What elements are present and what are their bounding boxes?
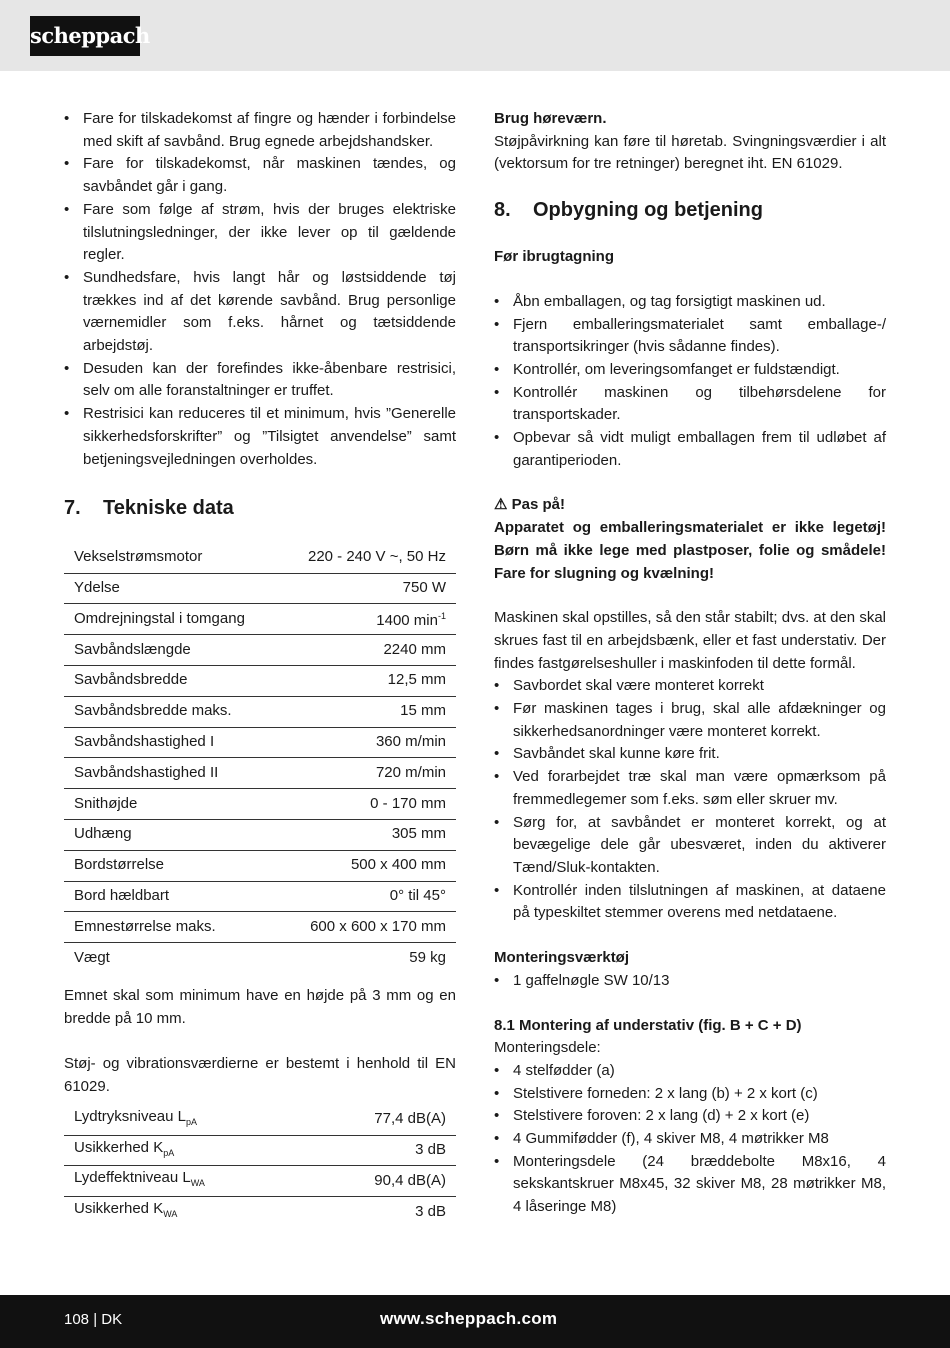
table-value: 1400 $\min^{-1}$ bbox=[278, 604, 456, 635]
page-footer bbox=[0, 1295, 950, 1348]
table-label: Savbåndsbredde bbox=[64, 665, 278, 696]
right-column bbox=[494, 108, 886, 1219]
tools-list bbox=[494, 970, 886, 993]
table-value: 220 - 240 V ~, 50 Hz bbox=[278, 542, 456, 573]
setup-list bbox=[494, 675, 886, 925]
list-item: • Desuden kan der forefindes ikke-åbenbare restrisici, selv om alle foranstaltninger er truffet. bbox=[64, 358, 456, 403]
before-use-title: Før ibrugtagning bbox=[494, 248, 614, 266]
section-7-heading bbox=[64, 496, 456, 520]
table-value: 720 m/min bbox=[278, 758, 456, 789]
table-row bbox=[64, 665, 456, 696]
noise-data-table bbox=[64, 1104, 456, 1227]
before-use-list bbox=[494, 291, 886, 473]
table-row bbox=[64, 1166, 456, 1197]
table-row bbox=[64, 881, 456, 912]
section-number: 8. bbox=[494, 199, 511, 222]
list-item: • Stelstivere foroven: 2 x lang (d) + 2 x kort (e) bbox=[494, 1105, 886, 1128]
table-label: Usikkerhed $K_{WA}$ bbox=[74, 1200, 178, 1220]
ear-protection-title: Brug høreværn. bbox=[494, 110, 607, 127]
list-item: • Savbåndet skal kunne køre frit. bbox=[494, 743, 886, 766]
mounting-subtitle: Monteringsdele: bbox=[494, 1039, 601, 1057]
table-value: 360 m/min bbox=[278, 727, 456, 758]
table-label: Savbåndshastighed II bbox=[64, 758, 278, 789]
list-item: • Fare for tilskadekomst af fingre og hænder i forbindelse med skift af savbånd. Brug egnede arbejdshandsker. bbox=[64, 108, 456, 153]
table-value: 12,5 mm bbox=[278, 665, 456, 696]
list-item: • Før maskinen tages i brug, skal alle afdækninger og sikkerhedsanordninger være monteret korrekt. bbox=[494, 698, 886, 743]
table-value: 0 - 170 mm bbox=[278, 789, 456, 820]
table-label: Snithøjde bbox=[64, 789, 278, 820]
list-item: • 4 stelfødder (a) bbox=[494, 1060, 886, 1083]
list-item: • Åbn emballagen, og tag forsigtigt maskinen ud. bbox=[494, 291, 886, 314]
residual-risk-list bbox=[64, 108, 456, 471]
list-item: • 1 gaffelnøgle SW 10/13 bbox=[494, 970, 886, 993]
table-label: Omdrejningstal i tomgang bbox=[64, 604, 278, 635]
warning-heading bbox=[494, 494, 886, 517]
mounting-title: 8.1 Montering af understativ (fig. B + C + D) bbox=[494, 1016, 802, 1034]
warning-triangle-icon: ⚠ bbox=[494, 496, 508, 514]
list-item: • Savbordet skal være monteret korrekt bbox=[494, 675, 886, 698]
website-url: www.scheppach.com bbox=[380, 1309, 558, 1328]
table-label: Lydeffektniveau $L_{WA}$ bbox=[64, 1166, 308, 1197]
list-item: • Sørg for, at savbåndet er monteret korrekt, og at bevægelige dele går ubesværet, inden du aktiverer Tænd/Sluk-kontakten. bbox=[494, 812, 886, 880]
warning-text: Apparatet og emballeringsmaterialet er ikke legetøj! Børn må ikke lege med plastposer, folie og smådele! Fare for slugning og kvælning! bbox=[494, 519, 886, 582]
table-row bbox=[64, 1104, 456, 1135]
table-value: 15 mm bbox=[278, 696, 456, 727]
table-label: Savbåndsbredde maks. bbox=[64, 696, 278, 727]
table-row bbox=[64, 1135, 456, 1166]
table-row bbox=[64, 758, 456, 789]
table-label: Bordstørrelse bbox=[64, 850, 278, 881]
tech-data-table bbox=[64, 542, 456, 973]
table-row bbox=[64, 819, 456, 850]
table-row bbox=[64, 789, 456, 820]
section-8-heading bbox=[494, 198, 886, 222]
list-item: • Restrisici kan reduceres til et minimum, hvis ”Generelle sikkerhedsforskrifter” og ”Tilsigtet anvendelse” samt betjeningsvejledningen overholdes. bbox=[64, 403, 456, 471]
table-row bbox=[64, 1197, 456, 1228]
table-value: 600 x 600 x 170 mm bbox=[278, 912, 456, 943]
table-label: Usikkerhed $K_{pA}$ bbox=[64, 1135, 308, 1166]
table-row bbox=[64, 635, 456, 666]
list-item: • 4 Gummifødder (f), 4 skiver M8, 4 møtrikker M8 bbox=[494, 1128, 886, 1151]
section-title: Tekniske data bbox=[103, 497, 234, 520]
section-number: 7. bbox=[64, 497, 81, 520]
list-item: • Kontrollér inden tilslutningen af maskinen, at dataene på typeskiltet stemmer overens med netdataene. bbox=[494, 880, 886, 925]
table-value: 59 kg bbox=[409, 948, 446, 966]
table-label: Bord hældbart bbox=[64, 881, 278, 912]
table-value: 3 dB bbox=[308, 1135, 456, 1166]
setup-paragraph: Maskinen skal opstilles, så den står stabilt; dvs. at den skal skrues fast til en arbejdsbænk, eller et fast understativ. Der findes fastgørelseshuller i maskinfoden til dette formål. bbox=[494, 609, 886, 672]
list-item: • Fjern emballeringsmaterialet samt emballage-/ transportsikringer (hvis sådanne findes). bbox=[494, 314, 886, 359]
table-row bbox=[64, 850, 456, 881]
list-item: • Fare som følge af strøm, hvis der bruges elektriske tilslutningsledninger, der ikke lever op til gældende regler. bbox=[64, 199, 456, 267]
warning-title: Pas på! bbox=[511, 496, 565, 514]
list-item: • Monteringsdele (24 bræddebolte M8x16, 4 sekskantskruer M8x45, 32 skiver M8, 28 møtrikker M8, 4 låseringe M8) bbox=[494, 1151, 886, 1219]
table-row bbox=[64, 912, 456, 943]
table-label: Vægt bbox=[74, 948, 110, 966]
table-value: 77,4 dB(A) bbox=[308, 1104, 456, 1135]
list-item: • Fare for tilskadekomst, når maskinen tændes, og savbåndet går i gang. bbox=[64, 153, 456, 198]
left-column bbox=[64, 108, 456, 1227]
table-label: Emnestørrelse maks. bbox=[64, 912, 278, 943]
list-item: • Sundhedsfare, hvis langt hår og løstsiddende tøj trækkes ind af det kørende savbånd. Brug personlige værnemidler som f.eks. hårnet og tætsiddende arbejdstøj. bbox=[64, 267, 456, 358]
table-label: Ydelse bbox=[64, 573, 278, 604]
mounting-parts-list bbox=[494, 1060, 886, 1219]
table-value: 90,4 dB(A) bbox=[308, 1166, 456, 1197]
table-value: 0° til 45° bbox=[278, 881, 456, 912]
noise-paragraph: Støj- og vibrationsværdierne er bestemt i henhold til EN 61029. bbox=[64, 1054, 456, 1095]
table-row bbox=[64, 943, 456, 974]
table-row bbox=[64, 542, 456, 573]
table-label: Lydtryksniveau $L_{pA}$ bbox=[64, 1104, 308, 1135]
table-label: Savbåndshastighed I bbox=[64, 727, 278, 758]
page-header bbox=[0, 0, 950, 71]
table-row bbox=[64, 727, 456, 758]
table-value: 2240 mm bbox=[278, 635, 456, 666]
table-value: 305 mm bbox=[278, 819, 456, 850]
table-row bbox=[64, 696, 456, 727]
ear-protection-text: Støjpåvirkning kan føre til høretab. Svingningsværdier i alt (vektorsum for tre retninger) beregnet iht. EN 61029. bbox=[494, 132, 886, 173]
table-row bbox=[64, 573, 456, 604]
table-value: 750 W bbox=[278, 573, 456, 604]
page-number: 108 | DK bbox=[64, 1311, 123, 1328]
section-title: Opbygning og betjening bbox=[533, 199, 763, 222]
tools-title: Monteringsværktøj bbox=[494, 949, 630, 967]
min-workpiece-paragraph: Emnet skal som minimum have en højde på 3 mm og en bredde på 10 mm. bbox=[64, 987, 456, 1028]
list-item: • Kontrollér, om leveringsomfanget er fuldstændigt. bbox=[494, 359, 886, 382]
table-label: Udhæng bbox=[64, 819, 278, 850]
table-value: 500 x 400 mm bbox=[278, 850, 456, 881]
list-item: • Kontrollér maskinen og tilbehørsdelene for transportskader. bbox=[494, 382, 886, 427]
table-label: Vekselstrømsmotor bbox=[64, 542, 278, 573]
scheppach-logo: scheppach bbox=[30, 16, 140, 56]
list-item: • Ved forarbejdet træ skal man være opmærksom på fremmedlegemer som f.eks. søm eller skruer mv. bbox=[494, 766, 886, 811]
list-item: • Stelstivere forneden: 2 x lang (b) + 2 x kort (c) bbox=[494, 1083, 886, 1106]
list-item: • Opbevar så vidt muligt emballagen frem til udløbet af garantiperioden. bbox=[494, 427, 886, 472]
table-row bbox=[64, 604, 456, 635]
table-value: 3 dB bbox=[415, 1202, 446, 1220]
table-label: Savbåndslængde bbox=[64, 635, 278, 666]
